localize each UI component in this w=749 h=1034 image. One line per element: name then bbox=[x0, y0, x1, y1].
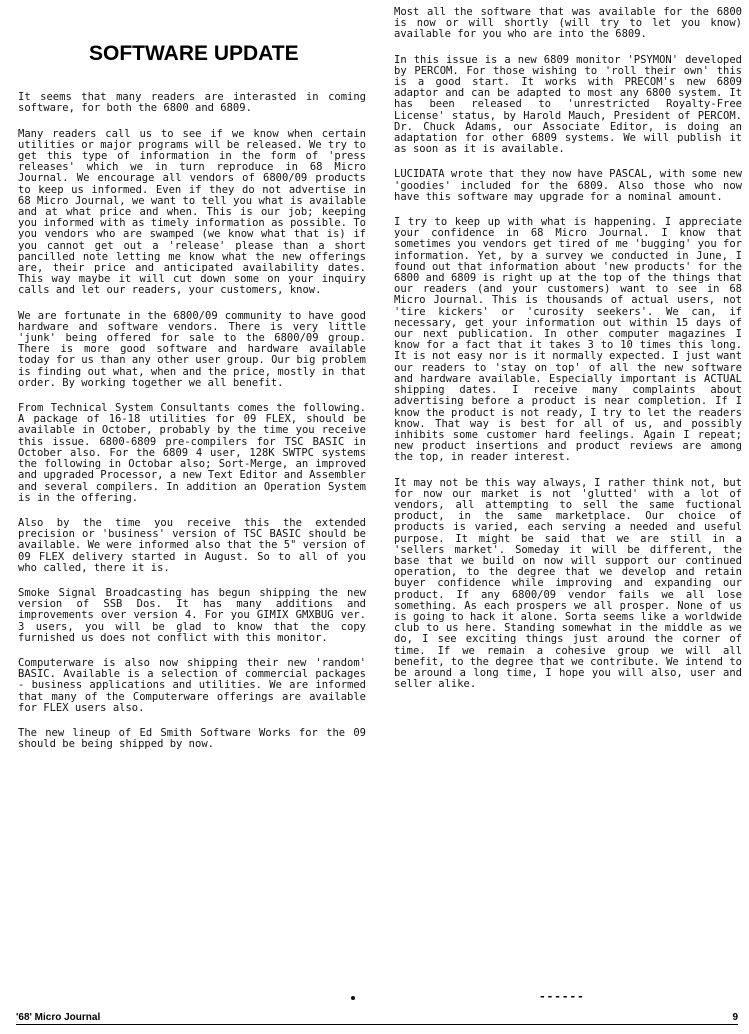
left-column bbox=[18, 0, 366, 764]
paragraph: LUCIDATA wrote that they now have PASCAL, with some new 'goodies' included for the 6809. Also those who now have this software may upgrade for a nominal amount. bbox=[394, 168, 742, 203]
left-column-body bbox=[18, 92, 366, 750]
page-footer bbox=[16, 1010, 738, 1025]
paragraph: We are fortunate in the 6800/09 community to have good hardware and software vendors. There is very little 'junk' being offered for sale to the 6800/09 group. There is more good software and hardware available today for us than any other user group. Our big problem is finding out what, when and the price, mostly in that order. By working together we all benefit. bbox=[18, 309, 366, 389]
right-column-body bbox=[394, 7, 742, 690]
paragraph: The new lineup of Ed Smith Software Works for the 09 should be being shipped by now. bbox=[18, 726, 366, 751]
paragraph: Also by the time you receive this the extended precision or 'business' version of TSC BASIC should be available. We were informed also that the 5" version of 09 FLEX delivery started in August. So to all of you who called, there it is. bbox=[18, 516, 366, 574]
page-number: 9 bbox=[732, 1012, 738, 1023]
footer-journal-name: '68' Micro Journal bbox=[16, 1012, 101, 1023]
paragraph: Many readers call us to see if we know when certain utilities or major programs will be released. We try to get this type of information in the form of 'press releases' which we in turn reproduce in 68 Micro Journal. We encourage all vendors of 6800/09 products to keep us informed. Even if they do not advertise in 68 Micro Journal, we want to tell you what is available and at what price and when. This is our job; keeping you informed with as timely information as possible. To you vendors who are swamped (we know what that is) if you cannot get out a 'release' please than a short pancilled note letting me know what the new offerings are, their price and anticipated availability dates. This way maybe it will cut down some on your inquiry calls and let our readers, your customers, know. bbox=[18, 127, 366, 297]
paragraph: Computerware is also now shipping their new 'random' BASIC. Available is a selection of commercial packages - business applications and utilities. We are informed that many of the Computerware offerings are available for FLEX users also. bbox=[18, 656, 366, 714]
paragraph: It seems that many readers are interasted in coming software, for both the 6800 and 6809. bbox=[18, 91, 366, 115]
paragraph: From Technical System Consultants comes the following. A package of 16-18 utilities for 09 FLEX, should be available in October, probably by the time you receive this issue. 6800-6809 pre-compilers for TSC BASIC in October also. For the 6809 4 user, 128K SWTPC systems the following in Octobar also; Sort-Merge, an improved and upgraded Processor, a new Text Editor and Assembler and several compilers. In addition an Operation System is in the offering. bbox=[18, 402, 366, 504]
right-column bbox=[394, 0, 742, 704]
bullet-dot-icon bbox=[351, 996, 355, 1000]
paragraph: It may not be this way always, I rather think not, but for now our market is not 'glutted' with a lot of vendors, all attempting to sell the same fuctional product, in the same marketplace. Our choice of products is varied, each serving a needed and useful purpose. It might be said that we are still in a 'sellers market'. Someday it will be different, the base that we build on now will support our continued operation, to the degree that we develop and retain buyer confidence while improving and expanding our product. If any 6800/09 vendor fails we all lose something. As each prospers we all prosper. None of us is going to hack it alone. Sorta seems like a worldwide club to us here. Standing somewhat in the middle as we do, I see exciting things just around the corner of time. If we remain a cohesive group we will all benefit, to the degree that we contribute. We intend to be around a long time, I hope you will also, user and seller alike. bbox=[394, 476, 742, 691]
paragraph: Most all the software that was available for the 6800 is now or will shortly (will try to let you know) available for you who are into the 6809. bbox=[394, 6, 742, 41]
paragraph: Smoke Signal Broadcasting has begun shipping the new version of SSB Dos. It has many additions and improvements over version 4. For you GIMIX GMXBUG ver. 3 users, you will be glad to know that the copy furnished us does not conflict with this monitor. bbox=[18, 586, 366, 644]
paragraph: In this issue is a new 6809 monitor 'PSYMON' developed by PERCOM. For those wishing to 'roll their own' this is a good start. It works with PRECOM's new 6809 adaptor and can be adapted to most any 6800 system. It has been released to 'unrestricted Royalty-Free License' status, by Harold Mauch, President of PERCOM. Dr. Chuck Adams, our Associate Editor, is doing an adaptation for other 6809 systems. We will publish it as soon as it is available. bbox=[394, 53, 742, 156]
paragraph: I try to keep up with what is happening. I appreciate your confidence in 68 Micro Journal. I know that sometimes you vendors get tired of me 'bugging' you for information. Yet, by a survey we conducted in June, I found out that information about 'new products' for the 6800 and 6809 is right up at the top of the things that our readers (and your customers) want to see in 68 Micro Journal. This is thousands of actual users, not 'tire kickers' or 'curosity seekers'. We can, if necessary, get your information out within 15 days of our next publication. In other computer magazines I know for a fact that it takes 3 to 10 times this long. It is not easy nor is it normally expected. I just want our readers to 'stay on top' of all the new software and hardware available. Especially important is ACTUAL shipping dates. I receive many complaints about advertising before a product is near completion. If I know the product is not ready, I try to let the readers know. That way is best for all of us, and possibly inhibits some customer hard feelings. Again I repeat; new product insertions and product reviews are among the top, in reader interest. bbox=[394, 216, 742, 464]
article-title: SOFTWARE UPDATE bbox=[89, 42, 299, 65]
article-end-mark: ------ bbox=[539, 990, 585, 1003]
